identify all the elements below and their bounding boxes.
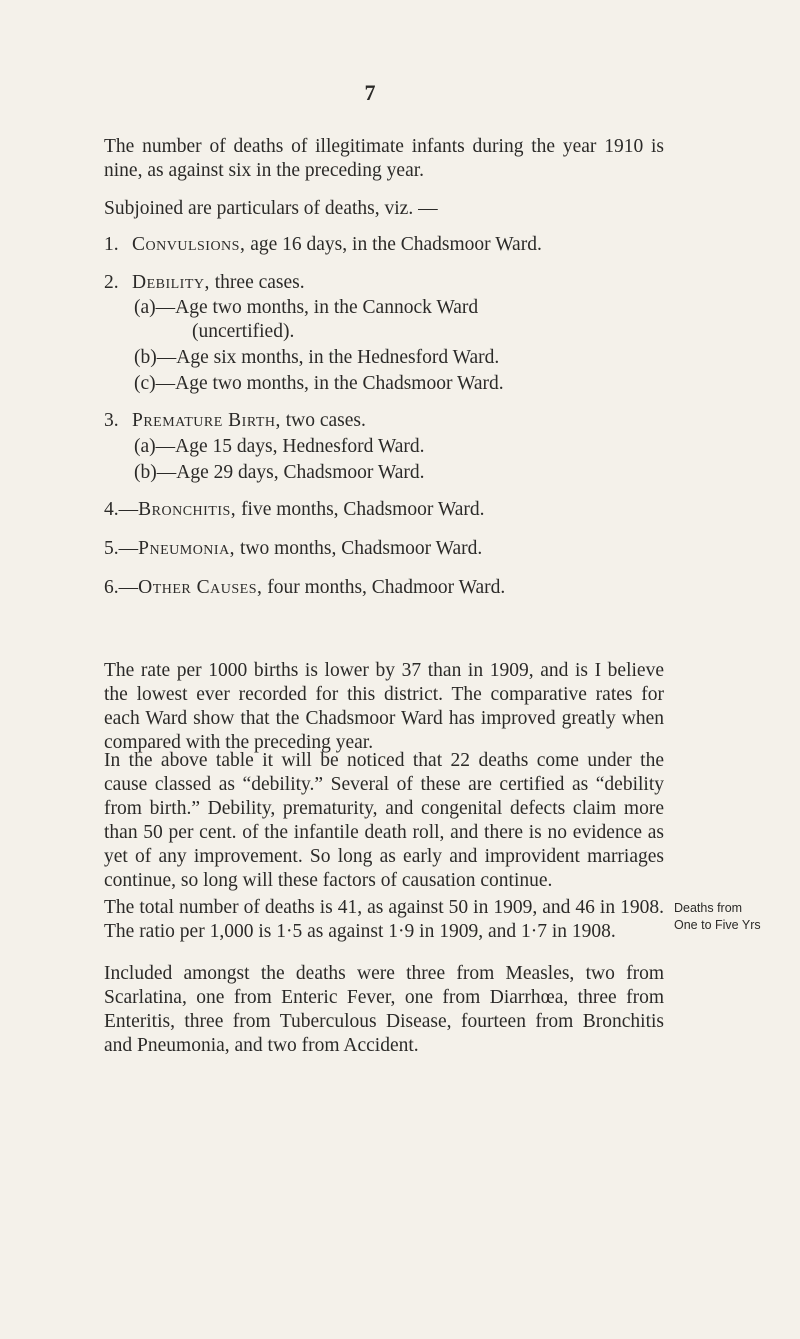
margin-note-line: Deaths from xyxy=(674,901,743,915)
item-detail: age 16 days, in the Chadsmoor Ward. xyxy=(245,234,542,255)
page-number: 7 xyxy=(364,80,376,105)
list-item-other-causes xyxy=(104,576,684,600)
item-detail: five months, Chadsmoor Ward. xyxy=(236,499,485,520)
list-item-bronchitis xyxy=(104,498,684,522)
sub-item-premature-b: (b)—Age 29 days, Chadsmoor Ward. xyxy=(134,462,425,483)
item-cause: Bronchitis, xyxy=(138,499,237,520)
item-detail: four months, Chadmoor Ward. xyxy=(262,577,506,598)
list-item-convulsions xyxy=(104,233,684,257)
paragraph-included-deaths: Included amongst the deaths were three from Measles, two from Scarlatina, one from Enteric Fever, one from Diarrhœa, three from Enteritis, three from Tuberculous Disease, fourteen from Bronchitis and Pneumonia, and two from Accident. xyxy=(104,963,664,1056)
item-number: 3. xyxy=(104,410,119,431)
list-item-debility xyxy=(104,271,684,295)
sub-item-premature-a: (a)—Age 15 days, Hednesford Ward. xyxy=(134,436,425,457)
sub-item-debility-b: (b)—Age six months, in the Hednesford Ward. xyxy=(134,347,500,368)
list-item-pneumonia xyxy=(104,537,684,561)
item-number: 5.— xyxy=(104,538,139,559)
paragraph-subjoined: Subjoined are particulars of deaths, viz. — xyxy=(104,198,438,219)
paragraph-total-deaths: The total number of deaths is 41, as against 50 in 1909, and 46 in 1908. The ratio per 1,000 is 1·5 as against 1·9 in 1909, and 1·7 in 1908. xyxy=(104,897,664,942)
paragraph-debility-table: In the above table it will be noticed that 22 deaths come under the cause classed as “debility.” Several of these are certified as “debility from birth.” Debility, prematurity, and congenital defects claim more than 50 per cent. of the infantile death roll, and there is no evidence as yet of any improvement. So long as early and improvident marriages continue, so long will these factors of causation continue. xyxy=(104,750,664,891)
item-cause: Convulsions, xyxy=(132,234,246,255)
item-detail: two cases. xyxy=(280,410,366,431)
item-cause: Debility, xyxy=(132,272,210,293)
list-item-premature-birth xyxy=(104,409,684,433)
item-number: 4.— xyxy=(104,499,139,520)
margin-note xyxy=(674,900,798,934)
sub-item-continuation: (uncertified). xyxy=(192,321,295,342)
item-number: 1. xyxy=(104,234,119,255)
sub-item-debility-a xyxy=(134,296,674,344)
item-cause: Pneumonia, xyxy=(138,538,236,559)
item-cause: Other Causes, xyxy=(138,577,263,598)
item-cause: Premature Birth, xyxy=(132,410,281,431)
item-detail: two months, Chadsmoor Ward. xyxy=(235,538,483,559)
sub-item-line: (a)—Age two months, in the Cannock Ward xyxy=(134,297,479,318)
item-detail: three cases. xyxy=(209,272,305,293)
item-number: 6.— xyxy=(104,577,139,598)
paragraph-illegitimate-deaths: The number of deaths of illegitimate infants during the year 1910 is nine, as against six in the preceding year. xyxy=(104,136,664,181)
paragraph-rate-per-1000: The rate per 1000 births is lower by 37 than in 1909, and is I believe the lowest ever recorded for this district. The comparative rates for each Ward show that the Chadsmoor Ward has improved greatly when compared with the preceding year. xyxy=(104,660,664,753)
margin-note-line: One to Five Yrs xyxy=(674,918,761,932)
sub-item-debility-c: (c)—Age two months, in the Chadsmoor Ward. xyxy=(134,373,504,394)
item-number: 2. xyxy=(104,272,119,293)
